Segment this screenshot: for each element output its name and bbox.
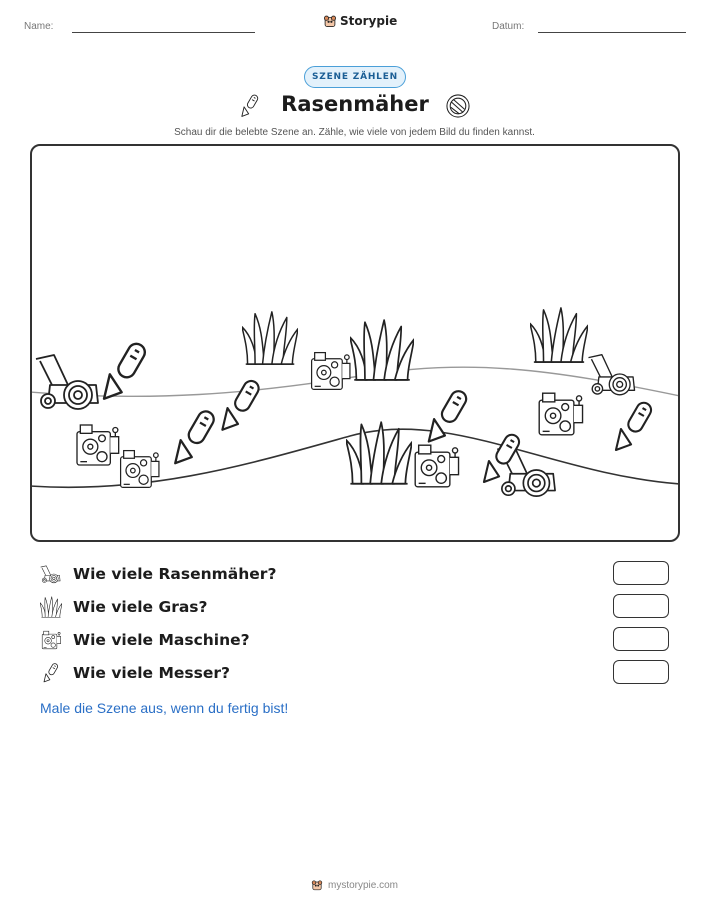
machine-icon: [40, 629, 62, 651]
knife-icon: [169, 409, 216, 469]
grass-icon: [40, 596, 62, 618]
wood-slice-icon: [445, 93, 471, 119]
answer-box-machines[interactable]: [613, 627, 669, 651]
question-text: Wie viele Maschine?: [73, 631, 250, 649]
name-label: Name:: [24, 21, 54, 32]
knife-icon: [98, 341, 148, 405]
storypie-icon: [323, 14, 337, 28]
footer: [0, 879, 709, 891]
knife-icon: [423, 388, 469, 447]
knife-icon: [217, 378, 262, 435]
question-text: Wie viele Rasenmäher?: [73, 565, 277, 583]
counting-scene: [30, 144, 680, 542]
brand-name: Storypie: [340, 14, 398, 28]
question-text: Wie viele Messer?: [73, 664, 231, 682]
name-field[interactable]: [72, 32, 255, 33]
page-subtitle: Schau dir die belebte Szene an. Zähle, wie viele von jedem Bild du finden kannst.: [174, 127, 535, 138]
answer-box-mowers[interactable]: [613, 561, 669, 585]
footer-url: mystorypie.com: [327, 879, 398, 891]
grass-icon: [346, 422, 412, 484]
mower-icon: [588, 355, 634, 395]
question-grass: [40, 594, 680, 620]
date-label: Datum:: [492, 21, 525, 32]
mower-icon: [36, 355, 98, 409]
question-machines: [40, 627, 680, 653]
answer-box-grass[interactable]: [613, 594, 669, 618]
grass-icon: [530, 308, 588, 362]
date-field[interactable]: [538, 32, 686, 33]
mower-icon: [40, 563, 62, 585]
grass-icon: [242, 312, 298, 364]
page-title: Rasenmäher: [281, 92, 429, 116]
activity-badge: SZENE ZÄHLEN: [304, 66, 406, 88]
knife-icon: [611, 400, 654, 455]
machine-icon: [539, 393, 582, 435]
question-knives: [40, 660, 680, 686]
knife-icon: [40, 662, 62, 684]
brand-logo: [323, 14, 397, 28]
machine-icon: [77, 425, 119, 465]
coloring-instruction: Male die Szene aus, wenn du fertig bist!: [40, 700, 289, 716]
machine-icon: [312, 353, 350, 390]
storypie-icon: [311, 879, 323, 891]
question-mowers: [40, 561, 680, 587]
machine-icon: [415, 445, 458, 487]
answer-box-knives[interactable]: [613, 660, 669, 684]
question-text: Wie viele Gras?: [73, 598, 208, 616]
knife-icon: [236, 92, 264, 120]
grass-icon: [350, 320, 414, 380]
